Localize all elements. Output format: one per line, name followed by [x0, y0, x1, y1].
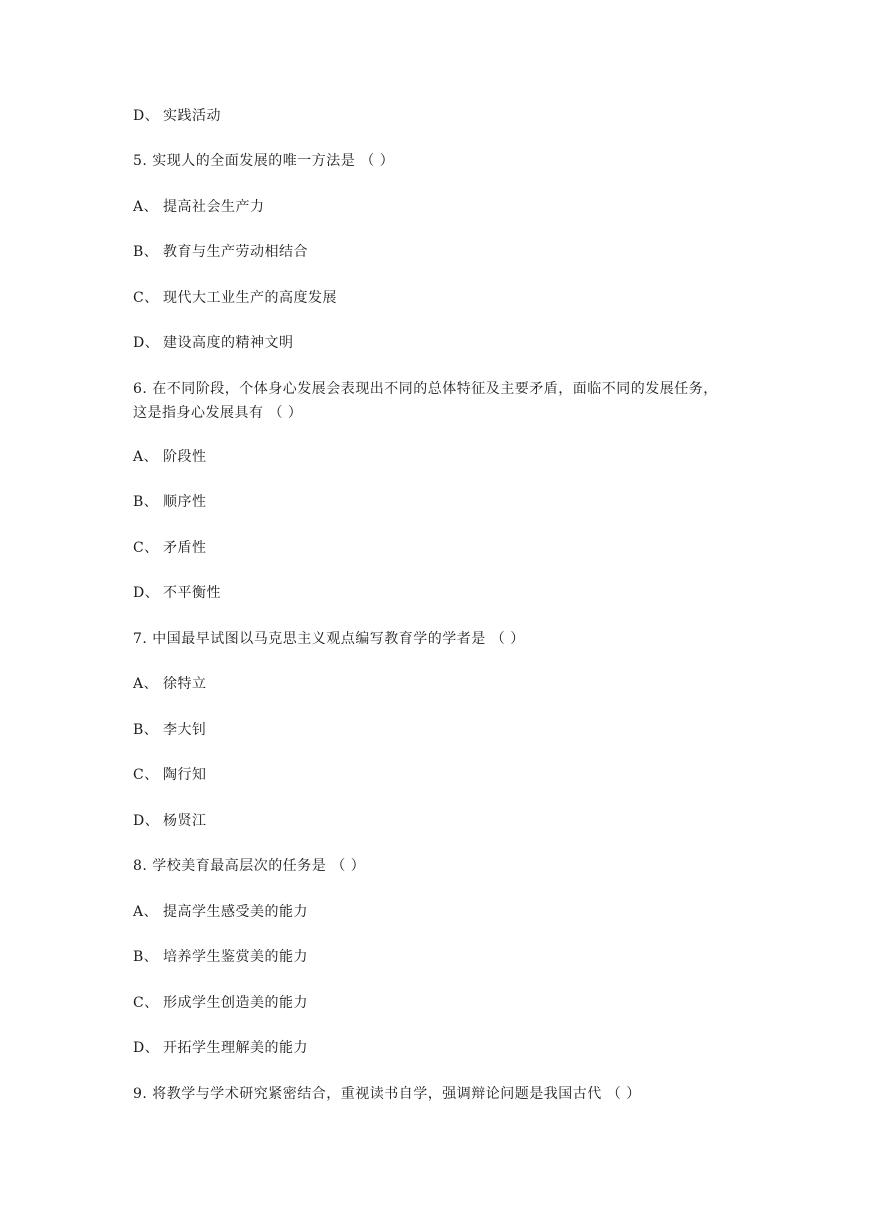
option-text: 建设高度的精神文明 — [163, 335, 294, 351]
q5-option-a — [133, 197, 265, 217]
option-letter: C、 — [133, 540, 159, 556]
q6-option-a — [133, 447, 207, 467]
q5-option-b — [133, 242, 308, 262]
q7-option-a — [133, 674, 207, 694]
option-letter: A、 — [133, 449, 159, 465]
option-text: 陶行知 — [163, 767, 207, 783]
option-text: 形成学生创造美的能力 — [163, 995, 308, 1011]
option-letter: D、 — [133, 335, 160, 351]
option-letter: A、 — [133, 676, 159, 692]
option-letter: B、 — [133, 949, 159, 965]
q5-option-c — [133, 288, 337, 308]
q7-option-d — [133, 811, 207, 831]
option-letter: B、 — [133, 494, 159, 510]
option-text: 开拓学生理解美的能力 — [163, 1040, 308, 1056]
option-letter: C、 — [133, 767, 159, 783]
question-7-stem: 7. 中国最早试图以马克思主义观点编写教育学的学者是 （ ） — [133, 631, 525, 647]
q6-option-b — [133, 492, 207, 512]
option-letter: D、 — [133, 585, 160, 601]
option-d-q4 — [133, 106, 221, 126]
option-letter: D、 — [133, 1040, 160, 1056]
option-text: 培养学生鉴赏美的能力 — [163, 949, 308, 965]
option-letter: C、 — [133, 995, 159, 1011]
option-text: 矛盾性 — [163, 540, 207, 556]
q5-option-d — [133, 333, 294, 353]
question-6-stem-line1: 6. 在不同阶段，个体身心发展会表现出不同的总体特征及主要矛盾，面临不同的发展任务， — [133, 381, 718, 397]
option-text: 李大钊 — [163, 722, 207, 738]
question-5-stem: 5. 实现人的全面发展的唯一方法是 （ ） — [133, 153, 395, 169]
q7-option-c — [133, 765, 207, 785]
option-letter: A、 — [133, 904, 159, 920]
option-text: 提高学生感受美的能力 — [163, 904, 308, 920]
option-letter: B、 — [133, 244, 159, 260]
option-text: 教育与生产劳动相结合 — [163, 244, 308, 260]
option-letter: D、 — [133, 813, 160, 829]
option-letter: A、 — [133, 199, 159, 215]
q8-option-d — [133, 1038, 308, 1058]
option-text: 阶段性 — [163, 449, 207, 465]
option-text: 提高社会生产力 — [163, 199, 265, 215]
option-letter: C、 — [133, 290, 159, 306]
option-letter: B、 — [133, 722, 159, 738]
option-letter: D、 — [133, 108, 160, 124]
question-6-stem-line2: 这是指身心发展具有 （ ） — [133, 405, 303, 421]
option-text: 实践活动 — [163, 108, 221, 124]
option-text: 现代大工业生产的高度发展 — [163, 290, 337, 306]
option-text: 不平衡性 — [163, 585, 221, 601]
q8-option-c — [133, 993, 308, 1013]
option-text: 顺序性 — [163, 494, 207, 510]
q8-option-a — [133, 902, 308, 922]
option-text: 杨贤江 — [163, 813, 207, 829]
q8-option-b — [133, 947, 308, 967]
q6-option-c — [133, 538, 207, 558]
q7-option-b — [133, 720, 207, 740]
question-8-stem: 8. 学校美育最高层次的任务是 （ ） — [133, 858, 366, 874]
question-9-stem: 9. 将教学与学术研究紧密结合，重视读书自学，强调辩论问题是我国古代 （ ） — [133, 1086, 641, 1102]
q6-option-d — [133, 583, 221, 603]
option-text: 徐特立 — [163, 676, 207, 692]
